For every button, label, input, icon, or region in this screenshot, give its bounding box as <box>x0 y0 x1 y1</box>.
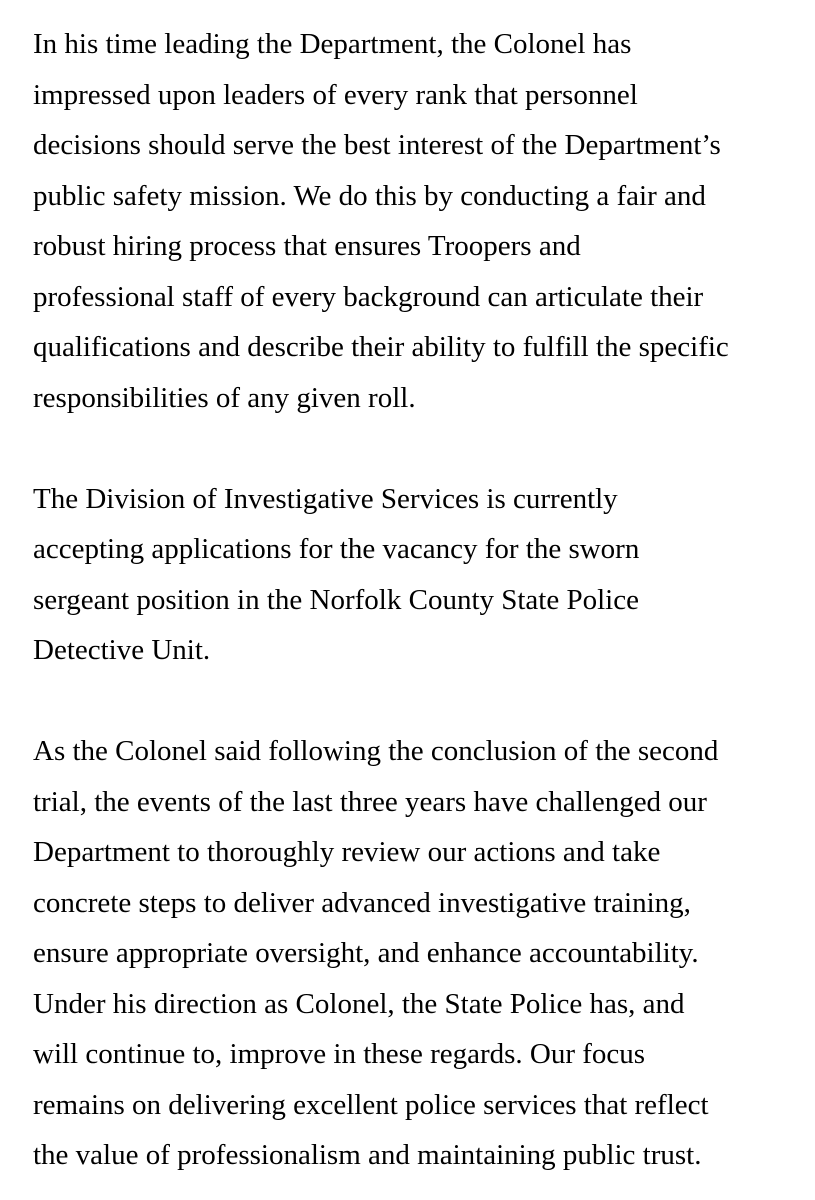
text-line: The Division of Investigative Services is currently <box>33 482 618 515</box>
text-line: responsibilities of any given roll. <box>33 381 416 414</box>
text-line: robust hiring process that ensures Troopers and <box>33 230 581 262</box>
text-line: will continue to, improve in these regards. Our focus <box>33 1038 646 1070</box>
paragraph-accountability <box>33 726 808 1181</box>
text-line: As the Colonel said following the conclusion of the second <box>33 735 719 767</box>
paragraph-vacancy <box>33 474 808 676</box>
text-line: impressed upon leaders of every rank that personnel <box>33 78 638 111</box>
text-line: Under his direction as Colonel, the State Police has, and <box>33 987 685 1020</box>
text-line: sergeant position in the Norfolk County State Police <box>33 583 639 616</box>
text-line: trial, the events of the last three years have challenged our <box>33 785 707 818</box>
text-line: ensure appropriate oversight, and enhance accountability. <box>33 937 699 969</box>
text-line: decisions should serve the best interest of the Department’s <box>33 129 721 161</box>
text-line: public safety mission. We do this by conducting a fair and <box>33 179 706 212</box>
paragraph-hiring-process <box>33 19 808 423</box>
statement-document <box>33 19 808 1181</box>
text-line: the value of professionalism and maintaining public trust. <box>33 1139 702 1171</box>
text-line: Department to thoroughly review our actions and take <box>33 836 661 868</box>
text-line: Detective Unit. <box>33 634 211 666</box>
text-line: In his time leading the Department, the Colonel has <box>33 28 632 60</box>
text-line: concrete steps to deliver advanced investigative training, <box>33 886 691 919</box>
text-line: accepting applications for the vacancy for the sworn <box>33 533 640 565</box>
text-line: professional staff of every background can articulate their <box>33 280 704 313</box>
text-line: qualifications and describe their ability to fulfill the specific <box>33 331 729 363</box>
text-line: remains on delivering excellent police services that reflect <box>33 1088 709 1121</box>
